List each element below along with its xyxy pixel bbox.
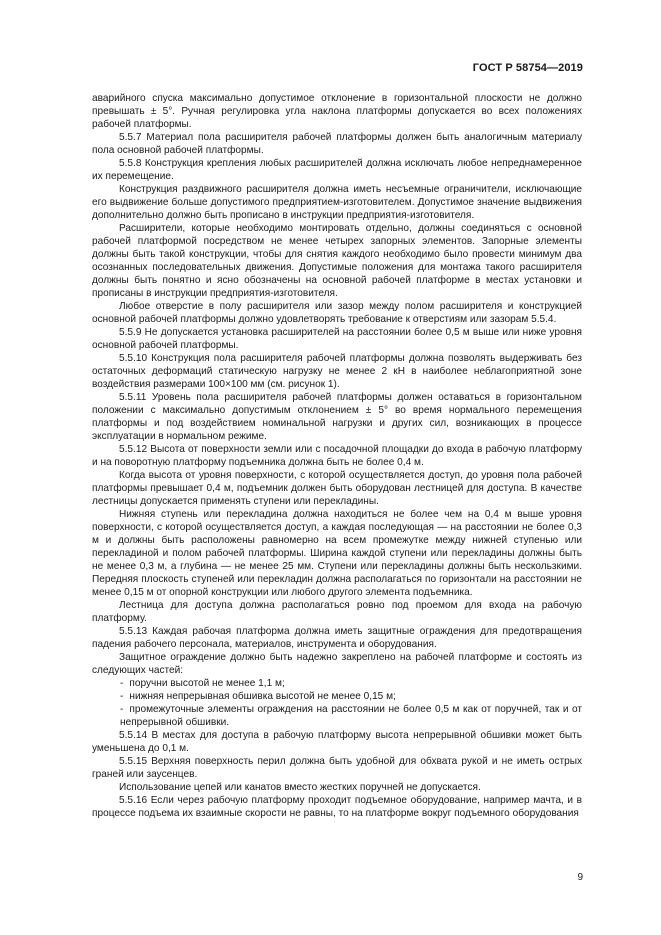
paragraph: Конструкция раздвижного расширителя должна иметь несъемные ограничители, исключающие его выдвижение больше допустимого предприятием-изготовителем. Допустимое значение выдвижения дополнительно должно быть прописано в инструкции предприятия-изготовителя. (92, 184, 582, 221)
paragraph: 5.5.13 Каждая рабочая платформа должна иметь защитные ограждения для предотвращения падения рабочего персонала, материалов, инструмента и оборудования. (92, 626, 582, 650)
paragraph: 5.5.9 Не допускается установка расширителей на расстоянии более 0,5 м выше или ниже уровня основной рабочей платформы. (92, 327, 582, 351)
document-standard-id: ГОСТ Р 58754—2019 (472, 62, 583, 74)
paragraph: Любое отверстие в полу расширителя или зазор между полом расширителя и конструкцией основной рабочей платформы должно удовлетворять требование к отверстиям или зазорам 5.5.4. (92, 301, 582, 325)
list-item-text: нижняя непрерывная обшивка высотой не менее 0,15 м; (129, 691, 396, 702)
paragraph: 5.5.8 Конструкция крепления любых расширителей должна исключать любое непреднамеренное их перемещение. (92, 158, 582, 182)
list-item (92, 677, 582, 690)
list-item-text: поручни высотой не менее 1,1 м; (129, 678, 285, 689)
document-body (92, 92, 582, 820)
paragraph: 5.5.12 Высота от поверхности земли или с посадочной площадки до входа в рабочую платформу и на поворотную платформу подъемника должна быть не более 0,4 м. (92, 444, 582, 468)
paragraph: Когда высота от уровня поверхности, с которой осуществляется доступ, до уровня пола рабочей платформы превышает 0,4 м, подъемник должен быть оборудован лестницей для доступа. В качестве лестницы допускается применять ступени или перекладины. (92, 470, 582, 507)
list-bullet: - (120, 704, 124, 715)
paragraph: 5.5.11 Уровень пола расширителя рабочей платформы должен оставаться в горизонтальном положении с максимально допустимым отклонением ± 5° во время нормального перемещения платформы и под воздействием номинальной нагрузки и других сил, возникающих в процессе эксплуатации в нормальном режиме. (92, 392, 582, 442)
list-bullet: - (120, 678, 124, 689)
list-bullet: - (120, 691, 124, 702)
paragraph: Расширители, которые необходимо монтировать отдельно, должны соединяться с основной рабочей платформой посредством не менее четырех запорных элементов. Запорные элементы должны быть такой конструкции, чтобы для снятия каждого необходимо было провести минимум два осознанных последовательных движения. Допустимые положения для монтажа такого расширителя должны быть понятно и ясно обозначены на основной рабочей платформе в местах установки и прописаны в инструкции предприятия-изготовителя. (92, 223, 582, 299)
paragraph: 5.5.14 В местах для доступа в рабочую платформу высота непрерывной обшивки может быть уменьшена до 0,1 м. (92, 730, 582, 754)
paragraph: Лестница для доступа должна располагаться ровно под проемом для входа на рабочую платформу. (92, 600, 582, 624)
paragraph: Использование цепей или канатов вместо жестких поручней не допускается. (119, 782, 481, 793)
paragraph: 5.5.16 Если через рабочую платформу проходит подъемное оборудование, например мачта, и в процессе подъема их взаимные скорости не равны, то на платформе вокруг подъемного оборудования (92, 795, 582, 819)
page-number: 9 (577, 872, 583, 883)
paragraph: Нижняя ступень или перекладина должна находиться не более чем на 0,4 м выше уровня поверхности, с которой осуществляется доступ, а каждая последующая — на расстоянии не более 0,3 м и должны быть расположены равномерно на всем промежутке между нижней ступенью или перекладиной и полом рабочей платформы. Ширина каждой ступени или перекладины должны быть не менее 0,3 м, а глубина — не менее 25 мм. Ступени или перекладины должны быть нескользкими. Передняя плоскость ступеней или перекладин должна располагаться по горизонтали на расстоянии не менее 0,15 м от опорной конструкции или любого другого элемента подъемника. (92, 509, 582, 598)
paragraph: аварийного спуска максимально допустимое отклонение в горизонтальной плоскости не должно превышать ± 5°. Ручная регулировка угла наклона платформы допускается во всех положениях рабочей платформы. (92, 93, 582, 130)
paragraph: 5.5.10 Конструкция пола расширителя рабочей платформы должна позволять выдерживать без остаточных деформаций статическую нагрузку не менее 2 кН в наиболее неблагоприятной зоне воздействия размерами 100×100 мм (см. рисунок 1). (92, 353, 582, 390)
list-item (92, 690, 582, 703)
list-item-text: промежуточные элементы ограждения на расстоянии не более 0,5 м как от поручней, так и от непрерывной обшивки. (120, 704, 582, 728)
paragraph: Защитное ограждение должно быть надежно закреплено на рабочей платформе и состоять из следующих частей: (92, 652, 582, 676)
paragraph: 5.5.15 Верхняя поверхность перил должна быть удобной для обхвата рукой и не иметь острых граней или заусенцев. (92, 756, 582, 780)
list-item (92, 703, 582, 729)
paragraph: 5.5.7 Материал пола расширителя рабочей платформы должен быть аналогичным материалу пола основной рабочей платформы. (92, 132, 582, 156)
